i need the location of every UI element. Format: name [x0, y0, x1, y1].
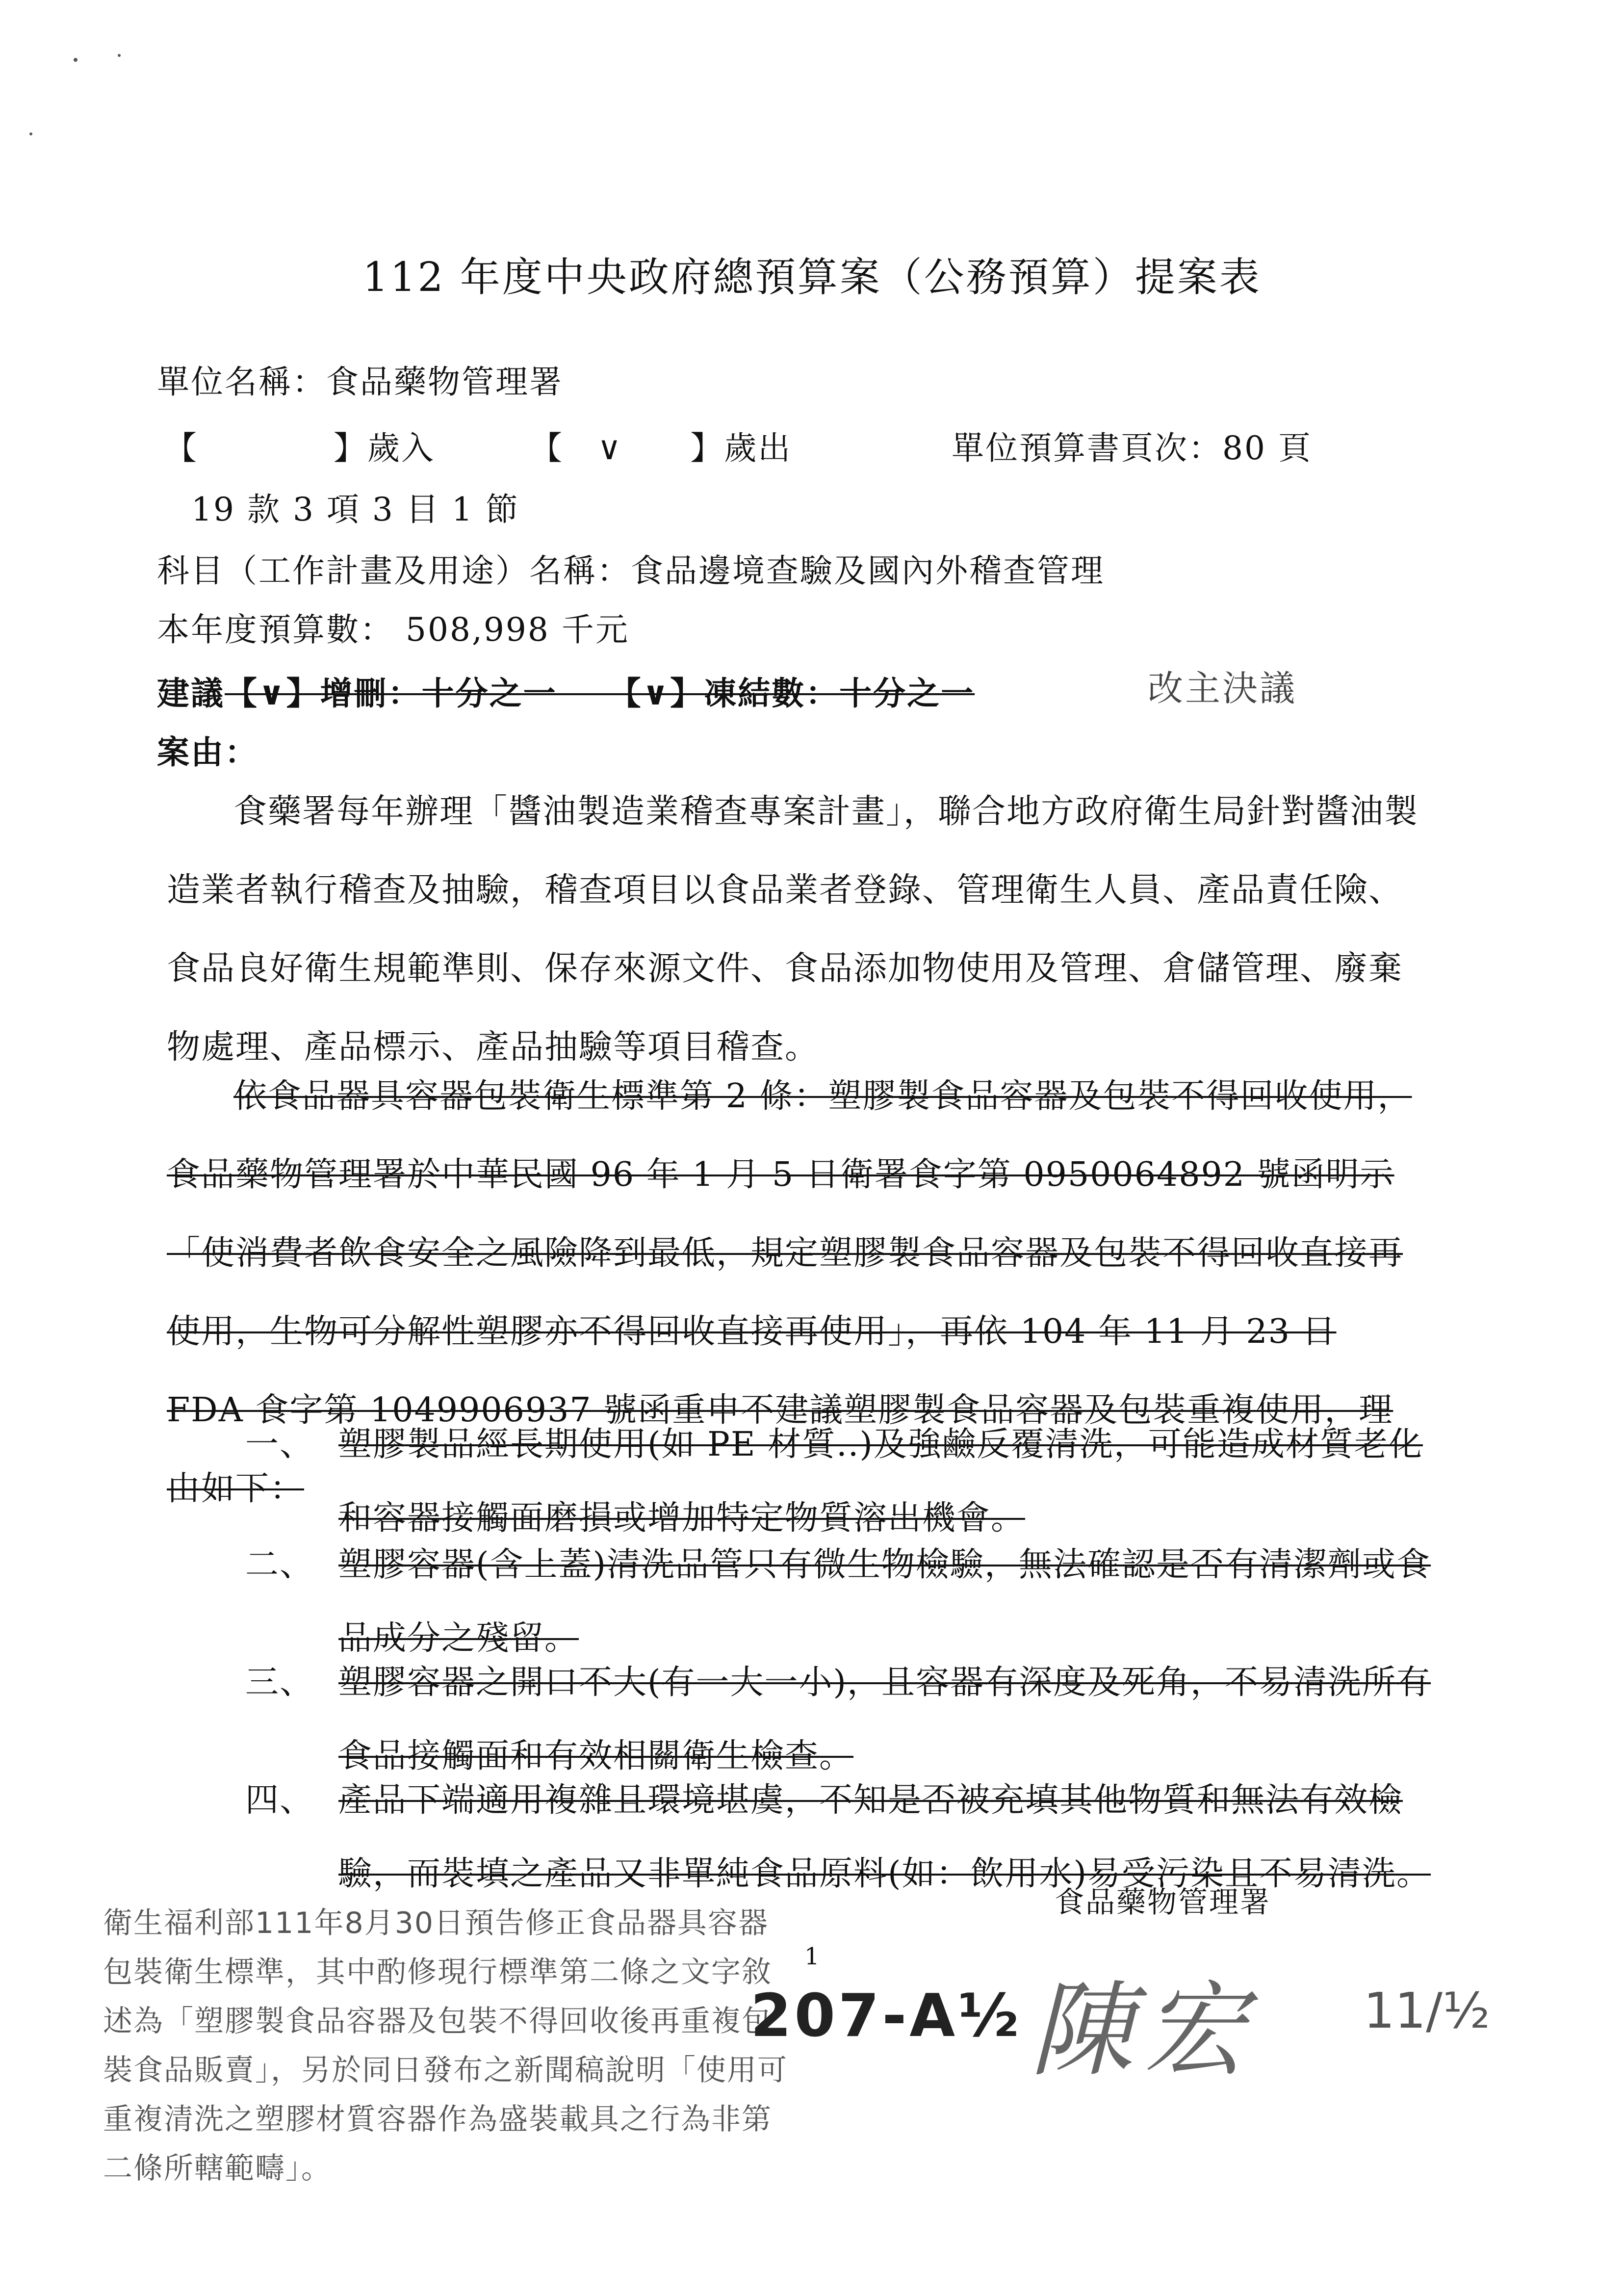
reason-item-text: 塑膠容器之開口不大(有一大一小)，且容器有深度及死角，不易清洗所有食品接觸面和有效相關衛生檢查。 [338, 1663, 1431, 1775]
scan-speck [118, 54, 121, 57]
form-title: 112 年度中央政府總預算案（公務預算）提案表 [362, 254, 1262, 301]
scan-speck [29, 132, 32, 135]
paragraph-packaging-standard: 依食品器具容器包裝衛生標準第 2 條：塑膠製食品容器及包裝不得回收使用，食品藥物管理署於中華民國 96 年 1 月 5 日衛署食字第 0950064892 號函明示「使消費者飲食安全之風險降到最低，規定塑膠製食品容器及包裝不得回收直接再使用，生物可分解性塑膠亦不得回收直接再使用」，再依 104 年 11 月 23 日 FDA 食字第 1049906937 號函重申不建議塑膠製食品容器及包裝重複使用，理由如下： [167, 1077, 1412, 1508]
reason-label: 案由： [157, 733, 258, 771]
reason-item-number: 二、 [245, 1545, 314, 1584]
expenditure-checkbox: 【 ∨ 】歲出 [530, 429, 792, 467]
budget-book-page: 單位預算書頁次：80 頁 [952, 429, 1312, 467]
budget-amount: 本年度預算數： 508,998 千元 [157, 611, 629, 649]
reason-item-number: 三、 [245, 1663, 314, 1702]
suggestion-line [157, 667, 975, 714]
reason-item-text: 塑膠製品經長期使用(如 PE 材質..)及強鹼反覆清洗，可能造成材質老化和容器接觸面磨損或增加特定物質溶出機會。 [338, 1425, 1423, 1538]
handwritten-date: 11/½ [1364, 1982, 1490, 2039]
reason-item-number: 一、 [245, 1425, 314, 1464]
reason-item-number: 四、 [245, 1781, 314, 1820]
reason-item-text: 產品下端適用複雜且環境堪虞，不知是否被充填其他物質和無法有效檢驗，而裝填之產品又非單純食品原料(如：飲用水)易受污染且不易清洗。 [338, 1781, 1431, 1893]
revenue-checkbox: 【 】歲入 [164, 429, 435, 467]
section-line: 19 款 3 項 3 目 1 節 [191, 491, 519, 528]
handwritten-annotation: 衛生福利部111年8月30日預告修正食品器具容器包裝衛生標準，其中酌修現行標準第二條之文字敘述為「塑膠製食品容器及包裝不得回收後再重複包裝食品販賣」，另於同日發布之新聞稿說明「使用可重複清洗之塑膠材質容器作為盛裝載具之行為非第二條所轄範疇」。 [103, 1906, 788, 2186]
unit-name: 單位名稱：食品藥物管理署 [157, 363, 563, 401]
paragraph-audit-plan: 食藥署每年辦理「醬油製造業稽查專案計畫」，聯合地方政府衛生局針對醬油製造業者執行稽查及抽驗，稽查項目以食品業者登錄、管理衛生人員、產品責任險、食品良好衛生規範準則、保存來源文件、食品添加物使用及管理、倉儲管理、廢棄物處理、產品標示、產品抽驗等項目稽查。 [167, 792, 1419, 1067]
suggestion-prefix: 建議 [157, 674, 225, 712]
page-number: 1 [804, 1943, 821, 1970]
handwritten-note: 改主決議 [1148, 668, 1297, 709]
reason-item-text: 塑膠容器(含上蓋)清洗品管只有微生物檢驗，無法確認是否有清潔劑或食品成分之殘留。 [338, 1545, 1431, 1658]
signature-organization: 食品藥物管理署 [1055, 1885, 1271, 1920]
scan-speck [74, 58, 77, 62]
suggestion-struck-options: 【∨】增刪：十分之一 【∨】凍結數：十分之一 [225, 674, 975, 712]
handwritten-document-code: 207-A½ [750, 1982, 1022, 2050]
subject-name: 科目（工作計畫及用途）名稱：食品邊境查驗及國內外稽查管理 [157, 552, 1105, 590]
handwritten-signature: 陳宏 [1030, 1970, 1256, 2090]
